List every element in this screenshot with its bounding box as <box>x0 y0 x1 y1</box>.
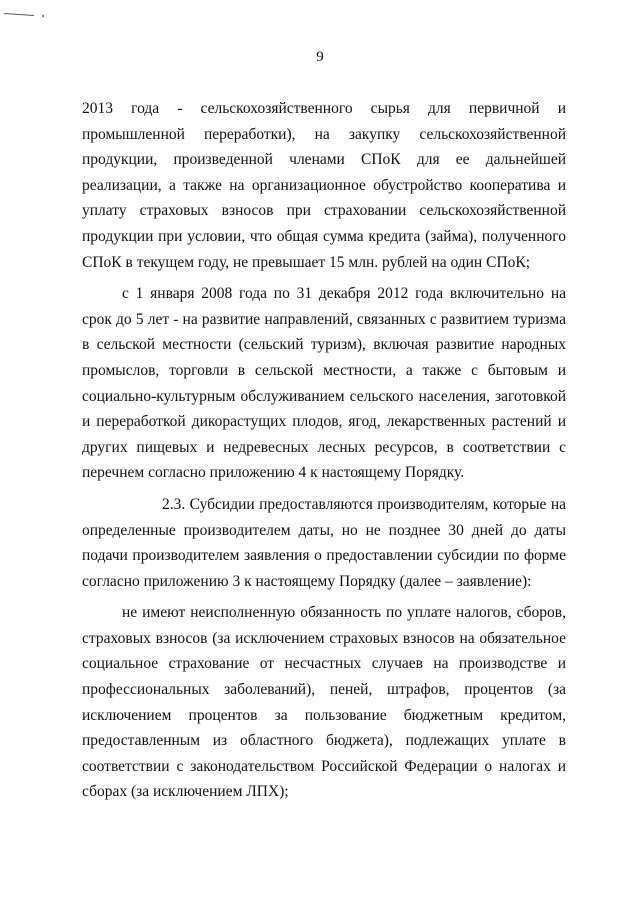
paragraph-tourism: с 1 января 2008 года по 31 декабря 2012 года включительно на срок до 5 лет - на развитие направлений, связанных с развитием туризма в сельской местности (сельский туризм), включая развитие народных промыслов, торговли в сельской местности, а также с бытовым и социально-культурным обслуживанием сельского населения, заготовкой и переработкой дикорастущих плодов, ягод, лекарственных растений и других пищевых и недревесных лесных ресурсов, в соответствии с перечнем согласно приложению 4 к настоящему Порядку. <box>82 285 566 482</box>
paragraph-obligations: не имеют неисполненную обязанность по уплате налогов, сборов, страховых взносов (за исключением страховых взносов на обязательное социальное страхование от несчастных случаев на производстве и профессиональных заболеваний), пеней, штрафов, процентов (за исключением процентов за пользование бюджетным кредитом, предоставленным из областного бюджета), подлежащих уплате в соответствии с законодательством Российской Федерации о налогах и сборах (за исключением ЛПХ); <box>82 604 566 801</box>
clause-text: Субсидии предоставляются производителям, которые на определенные производителем даты, но не позднее 30 дней до даты подачи производителем заявления о предоставлении субсидии по форме согласно приложению 3 к настоящему Порядку (далее – заявление): <box>82 495 567 590</box>
paragraph-continuation: 2013 года - сельскохозяйственного сырья для первичной и промышленной переработки), на закупку сельскохозяйственной продукции, произведенной членами СПоК для ее дальнейшей реализации, а также на организационное обустройство кооператива и уплату страховых взносов при страховании сельскохозяйственной продукции при условии, что общая сумма кредита (займа), полученного СПоК в текущем году, не превышает 15 млн. рублей на один СПоК; <box>82 100 566 271</box>
scan-artifact <box>4 13 34 16</box>
scan-artifact-dot <box>42 15 44 17</box>
document-body <box>82 96 566 805</box>
clause-number: 2.3. <box>162 495 186 513</box>
page-number: 9 <box>316 49 324 65</box>
paragraph-2-3 <box>82 492 566 594</box>
